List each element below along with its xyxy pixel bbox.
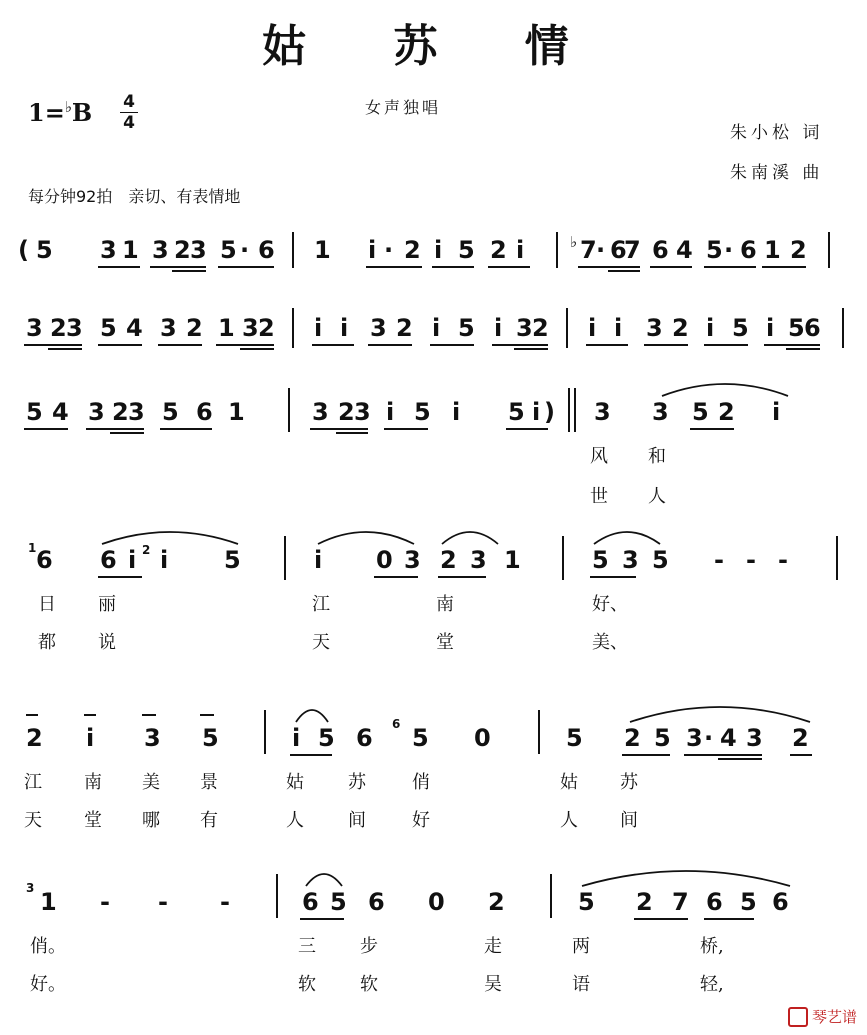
underline — [590, 576, 636, 578]
performance-note: 女声独唱 — [365, 98, 442, 117]
tempo-marking: 每分钟92拍 亲切、有表情地 — [28, 187, 241, 206]
underline — [98, 344, 142, 346]
note: 5 — [692, 398, 709, 426]
lyric: 软 — [298, 974, 316, 995]
lyric: 都 — [38, 632, 56, 653]
barline — [568, 388, 570, 432]
note: 6 — [772, 888, 789, 916]
watermark-text: 琴艺谱 — [811, 1007, 857, 1026]
note: 6 — [258, 236, 275, 264]
note: 3 — [622, 546, 639, 574]
note: 0 — [474, 724, 491, 752]
note: i — [340, 314, 349, 342]
underline — [98, 266, 140, 268]
underline — [718, 758, 762, 760]
underline — [704, 266, 756, 268]
lyric: 和 — [648, 446, 666, 467]
flat-symbol: ♭ — [64, 98, 72, 116]
barline — [288, 388, 290, 432]
lyric: 步 — [360, 936, 378, 957]
barline — [842, 308, 844, 348]
tenuto-mark — [142, 714, 156, 716]
note: 5 — [220, 236, 237, 264]
note: 5 — [654, 724, 671, 752]
dot: · — [384, 236, 394, 264]
lyric: 软 — [360, 974, 378, 995]
note: 2 — [50, 314, 67, 342]
grace-note: 1 — [28, 541, 37, 555]
note: 3 — [686, 724, 703, 752]
underline — [684, 754, 762, 756]
note: 5 — [706, 236, 723, 264]
underline — [366, 266, 422, 268]
note: 7 — [580, 236, 597, 264]
note: i — [706, 314, 715, 342]
note: 5 — [162, 398, 179, 426]
note: 5 — [318, 724, 335, 752]
underline — [240, 348, 274, 350]
note: 3 — [404, 546, 421, 574]
slur — [440, 526, 500, 546]
key-prefix: 1= — [28, 98, 65, 127]
note: 5 — [26, 398, 43, 426]
note: 3 — [470, 546, 487, 574]
lyric: 姑 — [286, 772, 304, 793]
note: 1 — [40, 888, 57, 916]
note: 3 — [160, 314, 177, 342]
underline — [216, 344, 274, 346]
underline — [786, 348, 820, 350]
note: i — [588, 314, 597, 342]
lyric: 南 — [436, 594, 454, 615]
barline — [276, 874, 278, 918]
lyric: 桥, — [700, 936, 724, 957]
note: 5 — [414, 398, 431, 426]
lyric: 美、 — [592, 632, 628, 653]
slur — [304, 868, 344, 888]
grace-note: 3 — [26, 881, 35, 895]
underline — [764, 344, 820, 346]
lyric: 轻, — [700, 974, 724, 995]
dash: - — [778, 546, 788, 574]
note: 6 — [740, 236, 757, 264]
note: 2 — [174, 236, 191, 264]
lyric: 天 — [312, 632, 330, 653]
lyric: 苏 — [348, 772, 366, 793]
note: i — [434, 236, 443, 264]
notation-row-3 — [0, 400, 867, 510]
note: 3 — [26, 314, 43, 342]
flat-accidental: ♭ — [570, 233, 578, 251]
note: 5 — [508, 398, 525, 426]
underline — [430, 344, 474, 346]
key-tonic: B — [71, 98, 93, 127]
note: 5 — [202, 724, 219, 752]
lyric: 姑 — [560, 772, 578, 793]
underline — [160, 428, 212, 430]
underline — [650, 266, 692, 268]
underline — [622, 754, 670, 756]
underline — [644, 344, 688, 346]
note: 2 — [440, 546, 457, 574]
note: 5 — [578, 888, 595, 916]
note: 2 — [112, 398, 129, 426]
note: 2 — [532, 314, 549, 342]
lyric: 吴 — [484, 974, 502, 995]
note: 2 — [490, 236, 507, 264]
note: i — [314, 546, 323, 574]
note: 1 — [764, 236, 781, 264]
underline — [690, 428, 734, 430]
underline — [578, 266, 640, 268]
underline — [384, 428, 428, 430]
dash: - — [158, 888, 168, 916]
underline — [514, 348, 548, 350]
underline — [310, 428, 368, 430]
lyric: 堂 — [84, 810, 102, 831]
lyric: 哪 — [142, 810, 160, 831]
underline — [704, 344, 748, 346]
barline — [828, 232, 830, 268]
note: 6 — [100, 546, 117, 574]
slur — [592, 526, 662, 546]
note: i — [292, 724, 301, 752]
slur — [628, 700, 812, 724]
underline — [158, 344, 202, 346]
note: i — [128, 546, 137, 574]
note: 3 — [594, 398, 611, 426]
note: 2 — [672, 314, 689, 342]
grace-note: 2 — [142, 543, 151, 557]
barline — [566, 308, 568, 348]
note: 5 — [36, 236, 53, 264]
lyric: 南 — [84, 772, 102, 793]
note: 3 — [190, 236, 207, 264]
underline — [432, 266, 474, 268]
note: i — [516, 236, 525, 264]
note: 2 — [404, 236, 421, 264]
note: 5 — [458, 236, 475, 264]
lyric: 天 — [24, 810, 42, 831]
underline — [48, 348, 82, 350]
lyric: 有 — [200, 810, 218, 831]
song-title: 姑 苏 情 — [262, 21, 605, 72]
paren-close: ) — [544, 398, 555, 426]
barline — [550, 874, 552, 918]
note: 5 — [100, 314, 117, 342]
slur — [100, 526, 240, 546]
lyric: 风 — [590, 446, 608, 467]
note: 1 — [228, 398, 245, 426]
lyric: 景 — [200, 772, 218, 793]
note: i — [386, 398, 395, 426]
underline — [374, 576, 418, 578]
note: 6 — [356, 724, 373, 752]
notation-row-2 — [0, 316, 867, 366]
note: 4 — [126, 314, 143, 342]
note: i — [368, 236, 377, 264]
composer-credit: 朱南溪 曲 — [730, 163, 824, 183]
slur — [294, 704, 330, 724]
note: 3 — [66, 314, 83, 342]
barline — [562, 536, 564, 580]
note: 0 — [376, 546, 393, 574]
lyric: 好 — [412, 810, 430, 831]
lyric: 美 — [142, 772, 160, 793]
note: 1 — [122, 236, 139, 264]
note: 5 — [458, 314, 475, 342]
note: 3 — [354, 398, 371, 426]
note: i — [452, 398, 461, 426]
barline — [292, 232, 294, 268]
barline — [836, 536, 838, 580]
underline — [98, 576, 142, 578]
barline — [574, 388, 576, 432]
time-signature-top: 4 — [123, 92, 135, 112]
note: 7 — [672, 888, 689, 916]
underline — [172, 270, 206, 272]
dash: - — [220, 888, 230, 916]
note: 3 — [370, 314, 387, 342]
notation-row-4 — [0, 541, 867, 658]
note: 2 — [718, 398, 735, 426]
note: 2 — [792, 724, 809, 752]
lyric: 好。 — [30, 974, 66, 995]
note: 5 — [652, 546, 669, 574]
note: 2 — [636, 888, 653, 916]
notation-row-1 — [0, 230, 867, 280]
underline — [290, 754, 332, 756]
note: 5 — [788, 314, 805, 342]
grace-note: 6 — [392, 717, 401, 731]
note: 3 — [652, 398, 669, 426]
underline — [150, 266, 206, 268]
underline — [790, 754, 812, 756]
underline — [506, 428, 548, 430]
underline — [368, 344, 412, 346]
underline — [586, 344, 628, 346]
lyric: 俏 — [412, 772, 430, 793]
tenuto-mark — [84, 714, 96, 716]
time-signature — [118, 92, 140, 133]
note: 2 — [186, 314, 203, 342]
lyric: 间 — [348, 810, 366, 831]
lyric: 语 — [572, 974, 590, 995]
note: i — [766, 314, 775, 342]
lyric: 人 — [560, 810, 578, 831]
note: 3 — [128, 398, 145, 426]
dot: · — [724, 236, 734, 264]
note: 3 — [746, 724, 763, 752]
lyric: 苏 — [620, 772, 638, 793]
dash: - — [100, 888, 110, 916]
lyric: 世 — [590, 486, 608, 507]
note: 6 — [804, 314, 821, 342]
underline — [438, 576, 486, 578]
lyric: 说 — [98, 632, 116, 653]
note: 2 — [790, 236, 807, 264]
note: 5 — [566, 724, 583, 752]
barline — [556, 232, 558, 268]
note: i — [432, 314, 441, 342]
underline — [110, 432, 144, 434]
barline — [292, 308, 294, 348]
paren-open: ( — [18, 236, 29, 264]
note: 6 — [36, 546, 53, 574]
note: 5 — [224, 546, 241, 574]
lyric: 好、 — [592, 594, 628, 615]
lyric: 人 — [648, 486, 666, 507]
underline — [634, 918, 688, 920]
note: 5 — [412, 724, 429, 752]
note: 6 — [302, 888, 319, 916]
note: 6 — [368, 888, 385, 916]
note: 5 — [732, 314, 749, 342]
note: 3 — [88, 398, 105, 426]
note: 2 — [488, 888, 505, 916]
underline — [300, 918, 344, 920]
note: 6 — [706, 888, 723, 916]
slur — [316, 526, 416, 546]
underline — [86, 428, 144, 430]
note: 3 — [646, 314, 663, 342]
note: 2 — [338, 398, 355, 426]
piano-logo-icon — [788, 1007, 808, 1027]
note: 4 — [720, 724, 737, 752]
note: 4 — [676, 236, 693, 264]
lyric: 三 — [298, 936, 316, 957]
note: 2 — [258, 314, 275, 342]
underline — [762, 266, 806, 268]
lyric: 江 — [312, 594, 330, 615]
note: i — [160, 546, 169, 574]
barline — [264, 710, 266, 754]
tenuto-mark — [26, 714, 38, 716]
note: i — [532, 398, 541, 426]
underline — [312, 344, 354, 346]
note: 3 — [100, 236, 117, 264]
note: 3 — [144, 724, 161, 752]
note: i — [772, 398, 781, 426]
note: 6 — [196, 398, 213, 426]
underline — [488, 266, 530, 268]
barline — [284, 536, 286, 580]
dash: - — [746, 546, 756, 574]
note: 1 — [504, 546, 521, 574]
lyric: 两 — [572, 936, 590, 957]
note: 3 — [312, 398, 329, 426]
lyric: 丽 — [98, 594, 116, 615]
underline — [24, 428, 68, 430]
note: 3 — [152, 236, 169, 264]
underline — [24, 344, 82, 346]
notation-row-5 — [0, 717, 867, 836]
underline — [492, 344, 548, 346]
underline — [608, 270, 640, 272]
note: 6 — [652, 236, 669, 264]
note: 0 — [428, 888, 445, 916]
note: 3 — [242, 314, 259, 342]
note: 2 — [26, 724, 43, 752]
site-watermark — [788, 1006, 857, 1028]
dot: · — [704, 724, 714, 752]
note: 5 — [330, 888, 347, 916]
underline — [704, 918, 754, 920]
note: i — [86, 724, 95, 752]
lyric: 间 — [620, 810, 638, 831]
note: 1 — [218, 314, 235, 342]
lyric: 走 — [484, 936, 502, 957]
key-signature — [28, 98, 92, 127]
underline — [336, 432, 368, 434]
note: i — [494, 314, 503, 342]
note: 7 — [624, 236, 641, 264]
lyricist-credit: 朱小松 词 — [730, 123, 824, 143]
note: 1 — [314, 236, 331, 264]
tenuto-mark — [200, 714, 214, 716]
lyric: 人 — [286, 810, 304, 831]
note: 2 — [624, 724, 641, 752]
underline — [218, 266, 274, 268]
note: 4 — [52, 398, 69, 426]
note: 5 — [740, 888, 757, 916]
note: i — [314, 314, 323, 342]
dot: · — [596, 236, 606, 264]
barline — [538, 710, 540, 754]
lyric: 日 — [38, 594, 56, 615]
slur — [660, 378, 790, 398]
lyric: 堂 — [436, 632, 454, 653]
lyric: 俏。 — [30, 936, 66, 957]
note: 3 — [516, 314, 533, 342]
note: 5 — [592, 546, 609, 574]
note: i — [614, 314, 623, 342]
notation-row-6 — [0, 881, 867, 1000]
note: 6 — [610, 236, 627, 264]
dash: - — [714, 546, 724, 574]
time-signature-bottom: 4 — [123, 113, 135, 133]
lyric: 江 — [24, 772, 42, 793]
note: 2 — [396, 314, 413, 342]
slur — [580, 864, 792, 888]
dot: · — [240, 236, 250, 264]
